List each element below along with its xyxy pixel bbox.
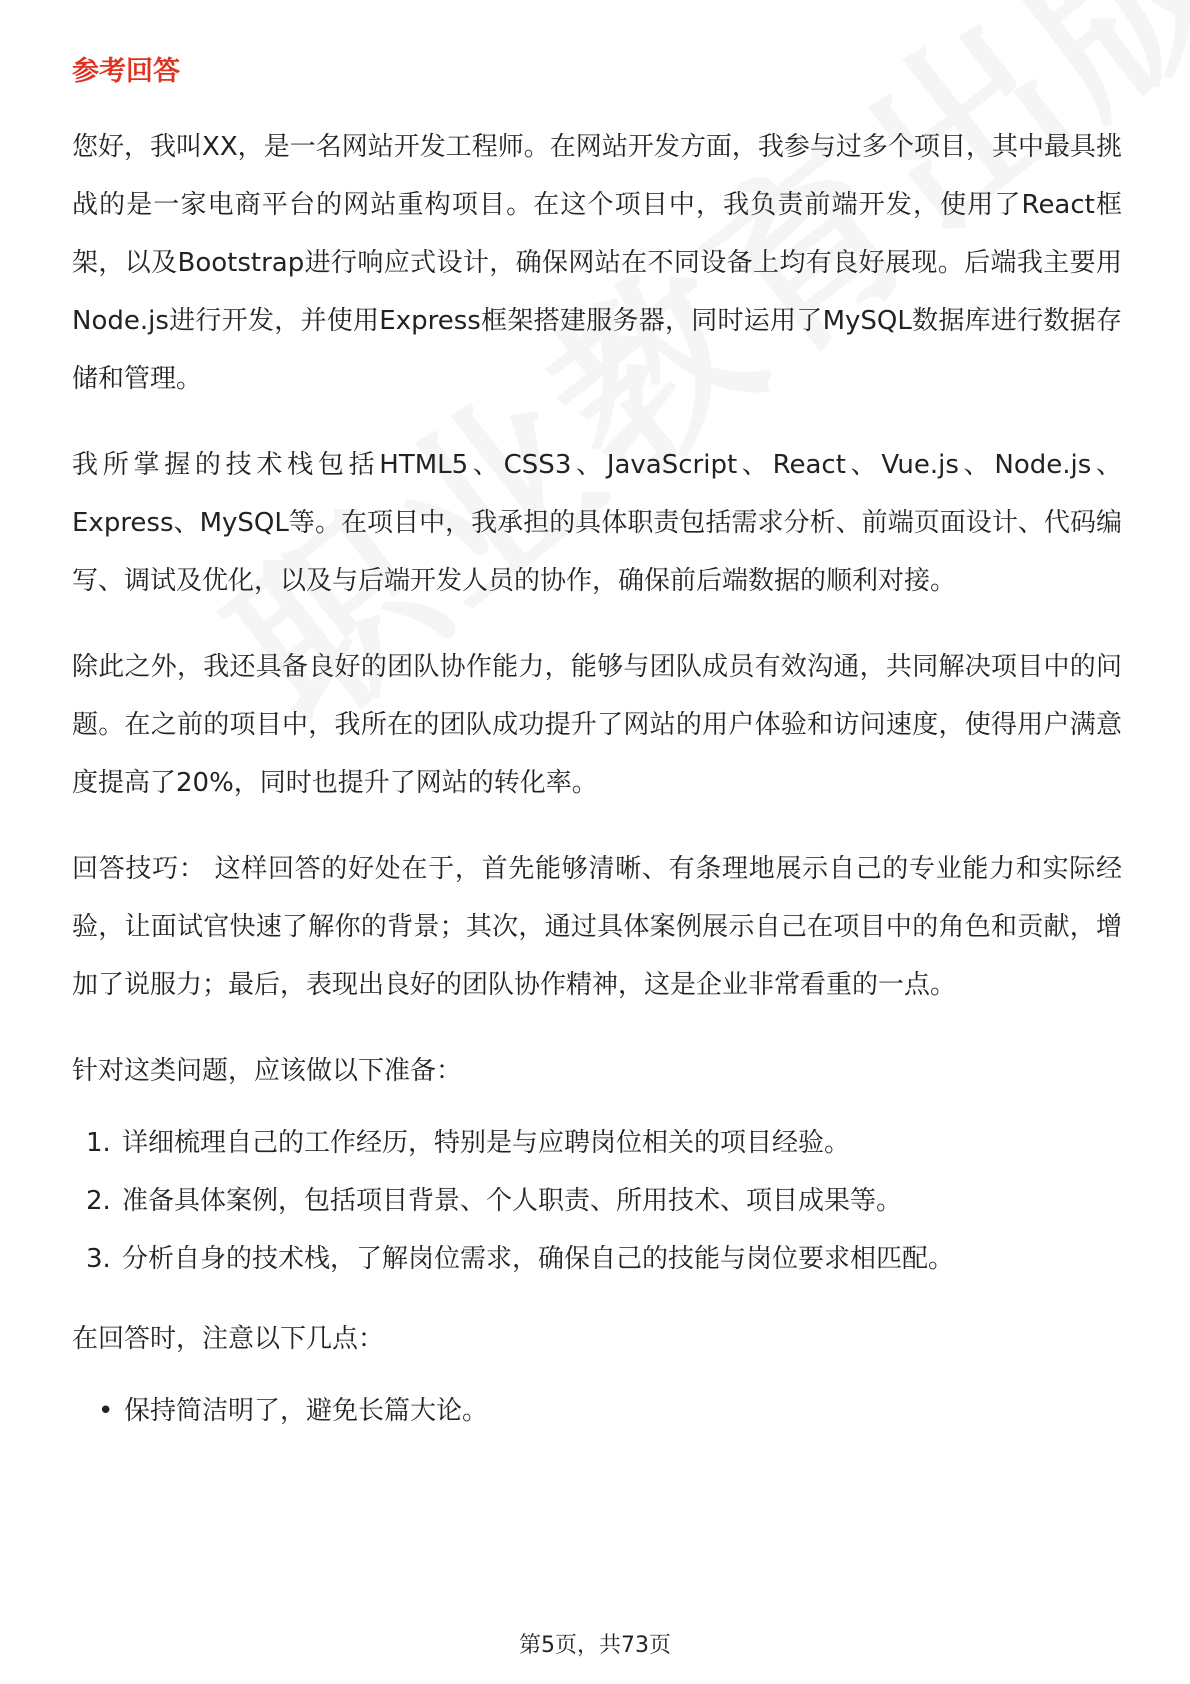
- list-number: 1.: [86, 1128, 111, 1158]
- list-item: [72, 1172, 1122, 1230]
- notes-list: [72, 1382, 1122, 1440]
- list-item-text: 分析自身的技术栈，了解岗位需求，确保自己的技能与岗位要求相匹配。: [122, 1244, 955, 1274]
- list-number: 2.: [86, 1186, 111, 1216]
- preparation-list: [72, 1114, 1122, 1288]
- list-item: [72, 1382, 1122, 1440]
- list-item: [72, 1230, 1122, 1288]
- section-heading: 参考回答: [72, 56, 180, 87]
- paragraph-intro: 您好，我叫XX，是一名网站开发工程师。在网站开发方面，我参与过多个项目，其中最具挑战的是一家电商平台的网站重构项目。在这个项目中，我负责前端开发，使用了React框架，以及Bootstrap进行响应式设计，确保网站在不同设备上均有良好展现。后端我主要用Node.js进行开发，并使用Express框架搭建服务器，同时运用了MySQL数据库进行数据存储和管理。: [72, 132, 1122, 394]
- bullet-icon: •: [98, 1396, 114, 1426]
- paragraph-teamwork: 除此之外，我还具备良好的团队协作能力，能够与团队成员有效沟通，共同解决项目中的问题。在之前的项目中，我所在的团队成功提升了网站的用户体验和访问速度，使得用户满意度提高了20%，同时也提升了网站的转化率。: [72, 652, 1122, 798]
- list-item: [72, 1114, 1122, 1172]
- list-item-text: 准备具体案例，包括项目背景、个人职责、所用技术、项目成果等。: [122, 1186, 903, 1216]
- list-number: 3.: [86, 1244, 111, 1274]
- paragraph-preparation: 针对这类问题，应该做以下准备：: [72, 1056, 463, 1086]
- list-item-text: 详细梳理自己的工作经历，特别是与应聘岗位相关的项目经验。: [122, 1128, 851, 1158]
- page-footer: 第5页，共73页: [519, 1633, 671, 1658]
- paragraph-tips: 回答技巧： 这样回答的好处在于，首先能够清晰、有条理地展示自己的专业能力和实际经验，让面试官快速了解你的背景；其次，通过具体案例展示自己在项目中的角色和贡献，增加了说服力；最后，表现出良好的团队协作精神，这是企业非常看重的一点。: [72, 854, 1122, 1000]
- paragraph-notes: 在回答时，注意以下几点：: [72, 1324, 385, 1354]
- list-item-text: 保持简洁明了，避免长篇大论。: [124, 1396, 489, 1426]
- document-body: [72, 48, 1122, 1462]
- paragraph-tech-stack: 我所掌握的技术栈包括HTML5、CSS3、JavaScript、React、Vue.js、Node.js、Express、MySQL等。在项目中，我承担的具体职责包括需求分析、前端页面设计、代码编写、调试及优化，以及与后端开发人员的协作，确保前后端数据的顺利对接。: [72, 450, 1122, 596]
